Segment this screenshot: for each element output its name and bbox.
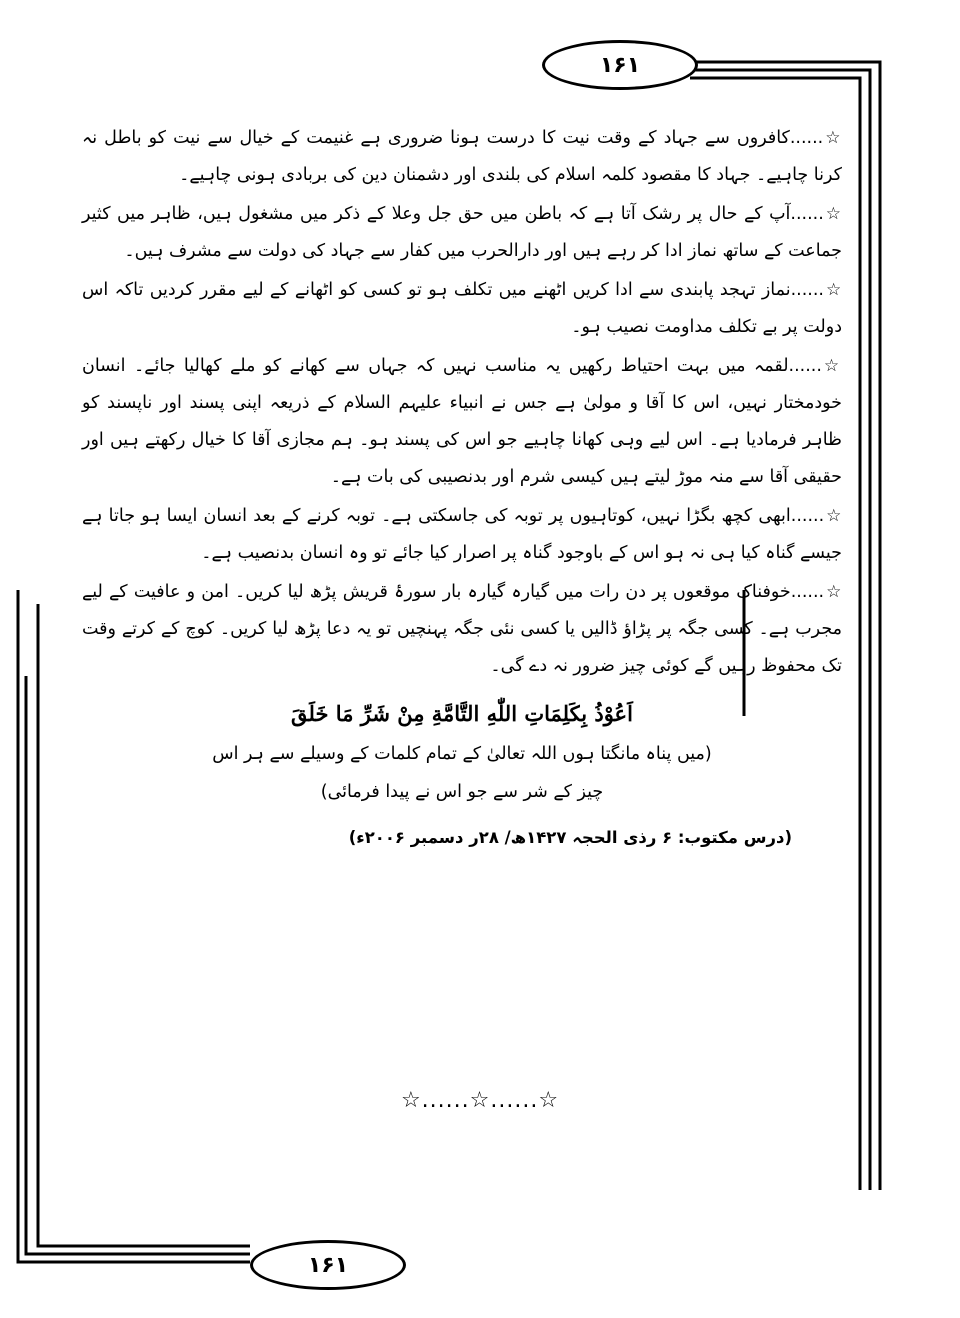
paragraph-1 [82,120,842,194]
paragraph-text: ......کافروں سے جہاد کے وقت نیت کا درست ہونا ضروری ہے غنیمت کے خیال سے نیت کو باطل نہ کرنا چاہیے۔ جہاد کا مقصود کلمہ اسلام کی بلندی اور دشمنان دین کی بربادی ہونی چاہیے۔ [82,128,842,185]
paragraph-3 [82,272,842,346]
star-icon: ☆ [825,204,842,224]
paragraph-text: ......ابھی کچھ بگڑا نہیں، کوتاہیوں پر توبہ کی جاسکتی ہے۔ توبہ کرنے کے بعد انسان ایسا ہو جاتا ہے جیسے گناہ کیا ہی نہ ہو اس کے باوجود گناہ پر اصرار کیا جائے تو وہ انسان بدنصیب ہے۔ [82,506,842,563]
star-icon: ☆ [825,128,842,148]
page-number-bottom: ۱۶۱ [250,1240,406,1290]
paragraph-5 [82,498,842,572]
paragraph-text: ......لقمہ میں بہت احتیاط رکھیں یہ مناسب نہیں کہ جہاں سے کھانے کو ملے کھالیا جائے۔ انسان خودمختار نہیں، اس کا آقا و مولیٰ ہے جس نے انبیاء علیہم السلام کے ذریعہ اپنی پسند اور ناپسند کو ظاہر فرمادیا ہے۔ اس لیے وہی کھانا چاہیے جو اس کی پسند ہو۔ ہم مجازی آقا کا خیال رکھتے ہیں اور حقیقی آقا سے منہ موڑ لیتے ہیں کیسی شرم اور بدنصیبی کی بات ہے۔ [82,356,842,487]
paragraph-text: ......خوفناک موقعوں پر دن رات میں گیارہ گیارہ بار سورۂ قریش پڑھ لیا کریں۔ امن و عافیت کے لیے مجرب ہے۔ کسی جگہ پر پڑاؤ ڈالیں یا کسی نئی جگہ پہنچیں تو یہ دعا پڑھ لیا کریں۔ کوچ کے کرتے وقت تک محفوظ رہیں گے کوئی چیز ضرور نہ دے گی۔ [82,582,842,676]
paragraph-2 [82,196,842,270]
star-icon: ☆ [823,356,842,376]
dua-arabic: اَعُوْذُ بِكَلِمَاتِ اللّٰهِ التَّامَّةِ مِنْ شَرِّ مَا خَلَقَ [291,701,633,726]
paragraph-text: ......آپ کے حال پر رشک آتا ہے کہ باطن میں حق جل وعلا کے ذکر میں مشغول ہیں، ظاہر میں کثیر جماعت کے ساتھ نماز ادا کر رہے ہیں اور دارالحرب میں کفار سے جہاد کی دولت سے مشرف ہیں۔ [82,204,842,261]
star-separator: ☆......☆......☆ [400,1088,560,1113]
source-citation: (درس مکتوب: ۶ رذی الحجہ ۱۴۲۷ھ/ ۲۸ر دسمبر ۲۰۰۶ء) [348,828,792,847]
paragraph-4 [82,348,842,496]
star-icon: ☆ [825,280,842,300]
main-content [82,120,842,856]
paragraph-text: ......نماز تہجد پابندی سے ادا کریں اٹھنے میں تکلف ہو تو کسی کو اٹھانے کے لیے مقرر کردیں تاکہ اس دولت پر بے تکلف مداومت نصیب ہو۔ [82,280,842,337]
dua-translation-line-1: (میں پناہ مانگتا ہوں اللہ تعالیٰ کے تمام کلمات کے وسیلے سے ہر اس [212,744,712,764]
star-icon: ☆ [826,582,842,602]
dua-translation-line-2: چیز کے شر سے جو اس نے پیدا فرمائی) [320,782,604,802]
star-icon: ☆ [826,506,842,526]
dua-block [82,693,842,811]
paragraph-6 [82,574,842,685]
page-number-top: ۱۶۱ [542,40,698,90]
